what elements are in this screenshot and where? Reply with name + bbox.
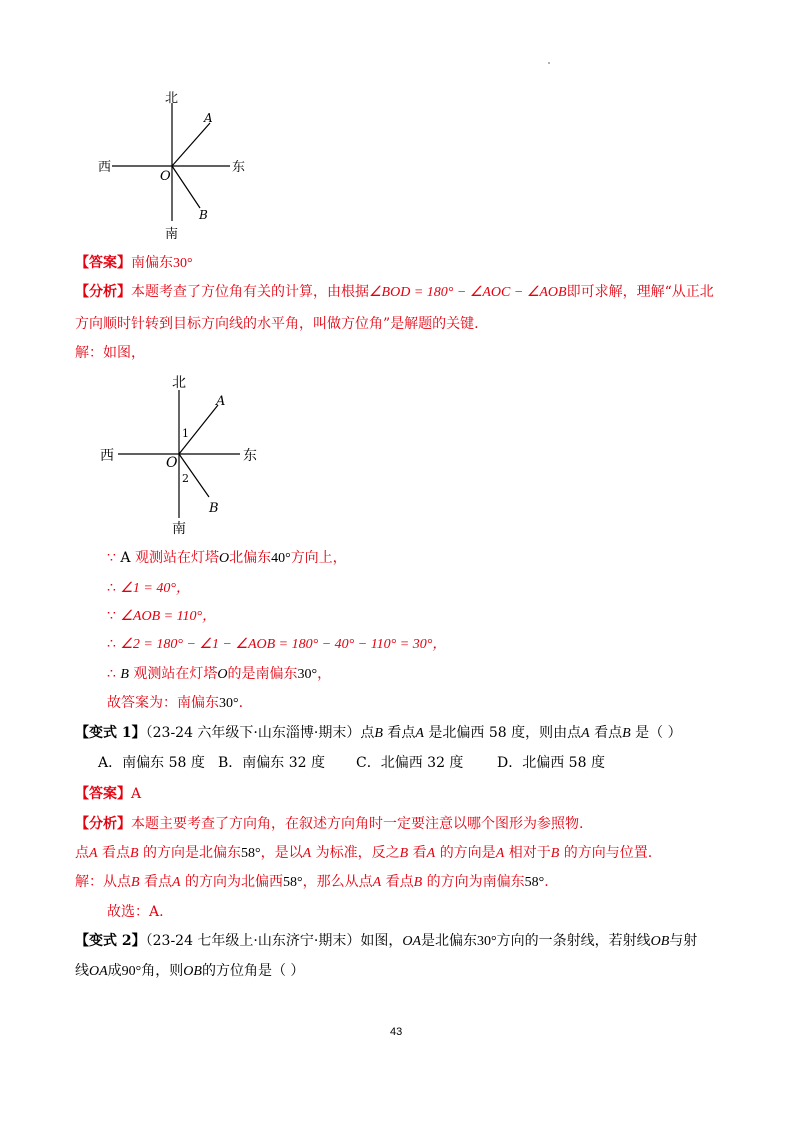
answer-line-1: [75, 253, 193, 274]
solution-text: 看点: [144, 874, 173, 890]
variant-1-answer: [75, 784, 141, 804]
question-text: 方向的一条射线，若射线: [496, 933, 651, 949]
analysis-text: 为标准，反之: [315, 845, 400, 861]
solution-step-1: [107, 548, 347, 569]
option-a[interactable]: [98, 753, 205, 773]
point-b: B: [130, 846, 139, 861]
solution-text: 解：从点: [75, 874, 131, 890]
option-letter: C．: [356, 755, 381, 771]
step-text: 观测站在灯塔: [133, 666, 218, 682]
point-b: B: [399, 846, 409, 861]
option-text: 北偏西 32 度: [380, 755, 464, 771]
variant-source: （23-24 七年级上·山东济宁·期末）: [145, 933, 361, 949]
label-a: A: [204, 111, 213, 125]
question-text: 与射: [669, 933, 698, 949]
analysis-text: 相对于: [508, 845, 551, 861]
step-text: 方向上，: [290, 550, 347, 566]
compass-figure-2: [92, 370, 272, 540]
conclusion-text: .: [238, 695, 244, 711]
question-text: 线: [75, 963, 89, 979]
angle-value: 58°: [241, 846, 261, 861]
analysis-formula: ∠BOD = 180° − ∠AOC − ∠AOB: [369, 285, 567, 300]
variant-1-analysis-line-2: [75, 843, 652, 864]
point-b: B: [413, 875, 423, 890]
variant-tag: 【变式 2】: [75, 933, 146, 949]
label-south: 南: [172, 521, 186, 537]
step-text: 观测站在灯塔: [134, 550, 219, 566]
question-text: 角，则: [141, 963, 184, 979]
option-c[interactable]: [356, 753, 463, 773]
label-o: O: [166, 455, 178, 471]
analysis-text: 的方向是北偏东: [143, 845, 242, 861]
answer-value: A: [131, 786, 142, 802]
label-west: 西: [98, 160, 112, 175]
analysis-text: ，是以: [260, 845, 303, 861]
label-east: 东: [232, 160, 246, 175]
step-text: 的是南偏东: [227, 666, 298, 682]
label-east: 东: [243, 448, 257, 464]
variant-1-choice: 故选：A.: [107, 904, 164, 920]
point-a: A: [415, 726, 424, 741]
label-north: 北: [165, 91, 179, 106]
page-number: 43: [390, 1026, 403, 1038]
therefore-symbol: ∴: [107, 666, 116, 682]
option-d[interactable]: [497, 753, 605, 773]
question-text: 点: [360, 725, 375, 741]
step-math: ∠2 = 180° − ∠1 − ∠AOB = 180° − 40° − 110° = 30°，: [120, 637, 447, 652]
question-text: 看点: [387, 725, 416, 741]
angle-value: 58°: [524, 875, 545, 890]
angle-value: 30°: [477, 934, 497, 949]
angle-value: 40°: [271, 551, 291, 566]
solution-conclusion: [107, 693, 243, 714]
point-a: A: [172, 875, 181, 890]
ray-oa-label: OA: [89, 964, 108, 979]
answer-text: 南偏东: [131, 255, 173, 271]
variant-1-question: [75, 723, 682, 744]
analysis-line-1: [75, 282, 714, 303]
solution-text: .: [544, 874, 549, 890]
option-b[interactable]: [218, 753, 325, 773]
analysis-text-b: 即可求解，理解“从正北: [566, 284, 714, 300]
answer-tag: 【答案】: [75, 786, 131, 802]
therefore-symbol: ∴: [107, 636, 116, 652]
point-b: B: [120, 667, 129, 682]
point-b: B: [550, 846, 560, 861]
analysis-text: 看: [412, 845, 427, 861]
label-o: O: [160, 169, 171, 184]
question-text: 成: [107, 963, 122, 979]
point-a: A: [581, 726, 590, 741]
analysis-tag: 【分析】: [75, 284, 131, 300]
solution-text: 看点: [385, 874, 414, 890]
step-text: 北偏东: [229, 550, 272, 566]
label-angle-1: 1: [182, 427, 189, 440]
point-o: O: [217, 667, 228, 682]
question-text: 如图，: [360, 933, 403, 949]
option-letter: D．: [497, 755, 523, 771]
label-b: B: [199, 208, 208, 222]
step-math: ∠AOB = 110°，: [120, 609, 217, 624]
point-a: A: [426, 846, 436, 861]
ray-ob-label: OB: [183, 964, 202, 979]
because-symbol: ∵: [107, 550, 116, 566]
ray-ob: [172, 166, 200, 208]
label-angle-2: 2: [182, 472, 189, 485]
point-o: O: [218, 551, 230, 566]
solution-text: 的方向为南偏东: [426, 874, 525, 890]
solution-step-2: [107, 578, 190, 599]
ray-oa: [172, 123, 210, 166]
therefore-symbol: ∴: [107, 580, 116, 596]
option-text: 南偏东 58 度: [122, 755, 205, 771]
point-b: B: [622, 726, 631, 741]
answer-value: 30°: [173, 256, 193, 271]
variant-tag: 【变式 1】: [75, 725, 146, 741]
analysis-text-a: 本题考查了方位角有关的计算，由根据: [131, 284, 369, 300]
option-letter: B．: [218, 755, 243, 771]
analysis-line-2: 方向顺时针转到目标方向线的水平角，叫做方位角”是解题的关键.: [75, 316, 479, 332]
analysis-text: 点: [75, 845, 89, 861]
analysis-text: 看点: [102, 845, 131, 861]
angle-value: 90°: [121, 964, 142, 979]
option-letter: A．: [98, 755, 123, 771]
variant-2-question: [75, 931, 697, 952]
question-text: 是北偏西 58 度，则由点: [428, 725, 582, 741]
question-text: 是北偏东: [421, 933, 478, 949]
point-a: A: [120, 550, 131, 566]
step-math: ∠1 = 40°，: [120, 581, 190, 596]
point-a: A: [495, 846, 505, 861]
option-text: 南偏东 32 度: [242, 755, 326, 771]
angle-value: 58°: [283, 875, 303, 890]
option-text: 北偏西 58 度: [522, 755, 605, 771]
because-symbol: ∵: [107, 608, 116, 624]
compass-figure-1: [90, 88, 260, 243]
point-b: B: [374, 726, 383, 741]
variant-1-analysis: [75, 814, 583, 834]
question-text: 是（ ）: [635, 725, 682, 741]
label-a: A: [216, 394, 226, 409]
solution-text: ，那么从点: [302, 874, 373, 890]
point-a: A: [89, 846, 98, 861]
point-b: B: [131, 875, 140, 890]
solution-step-3: [107, 606, 216, 627]
speck: [548, 62, 550, 64]
question-text: 看点: [594, 725, 623, 741]
angle-value: 30°: [297, 667, 318, 682]
point-a: A: [372, 875, 382, 890]
solution-intro: 解：如图，: [75, 345, 145, 361]
step-text: ，: [317, 666, 332, 682]
variant-source: （23-24 六年级下·山东淄博·期末）: [145, 725, 361, 741]
analysis-tag: 【分析】: [75, 816, 131, 832]
analysis-text: 的方向与位置.: [563, 845, 653, 861]
solution-step-5: [107, 664, 331, 685]
angle-value: 30°: [219, 696, 239, 711]
point-a: A: [302, 846, 312, 861]
ray-ob-label: OB: [650, 934, 670, 949]
label-north: 北: [172, 375, 186, 391]
variant-2-question-line-2: [75, 961, 304, 982]
solution-text: 的方向为北偏西: [185, 874, 284, 890]
question-text: 的方位角是（ ）: [201, 963, 305, 979]
label-west: 西: [100, 448, 114, 464]
label-b: B: [209, 501, 219, 516]
analysis-text: 本题主要考查了方向角，在叙述方向角时一定要注意以哪个图形为参照物.: [131, 816, 584, 832]
conclusion-text: 故答案为：南偏东: [107, 695, 219, 711]
solution-step-4: [107, 634, 446, 655]
analysis-text: 的方向是: [439, 845, 496, 861]
variant-1-solution: [75, 872, 549, 893]
ray-oa-label: OA: [402, 934, 422, 949]
label-south: 南: [165, 227, 179, 242]
answer-tag: 【答案】: [75, 255, 131, 271]
